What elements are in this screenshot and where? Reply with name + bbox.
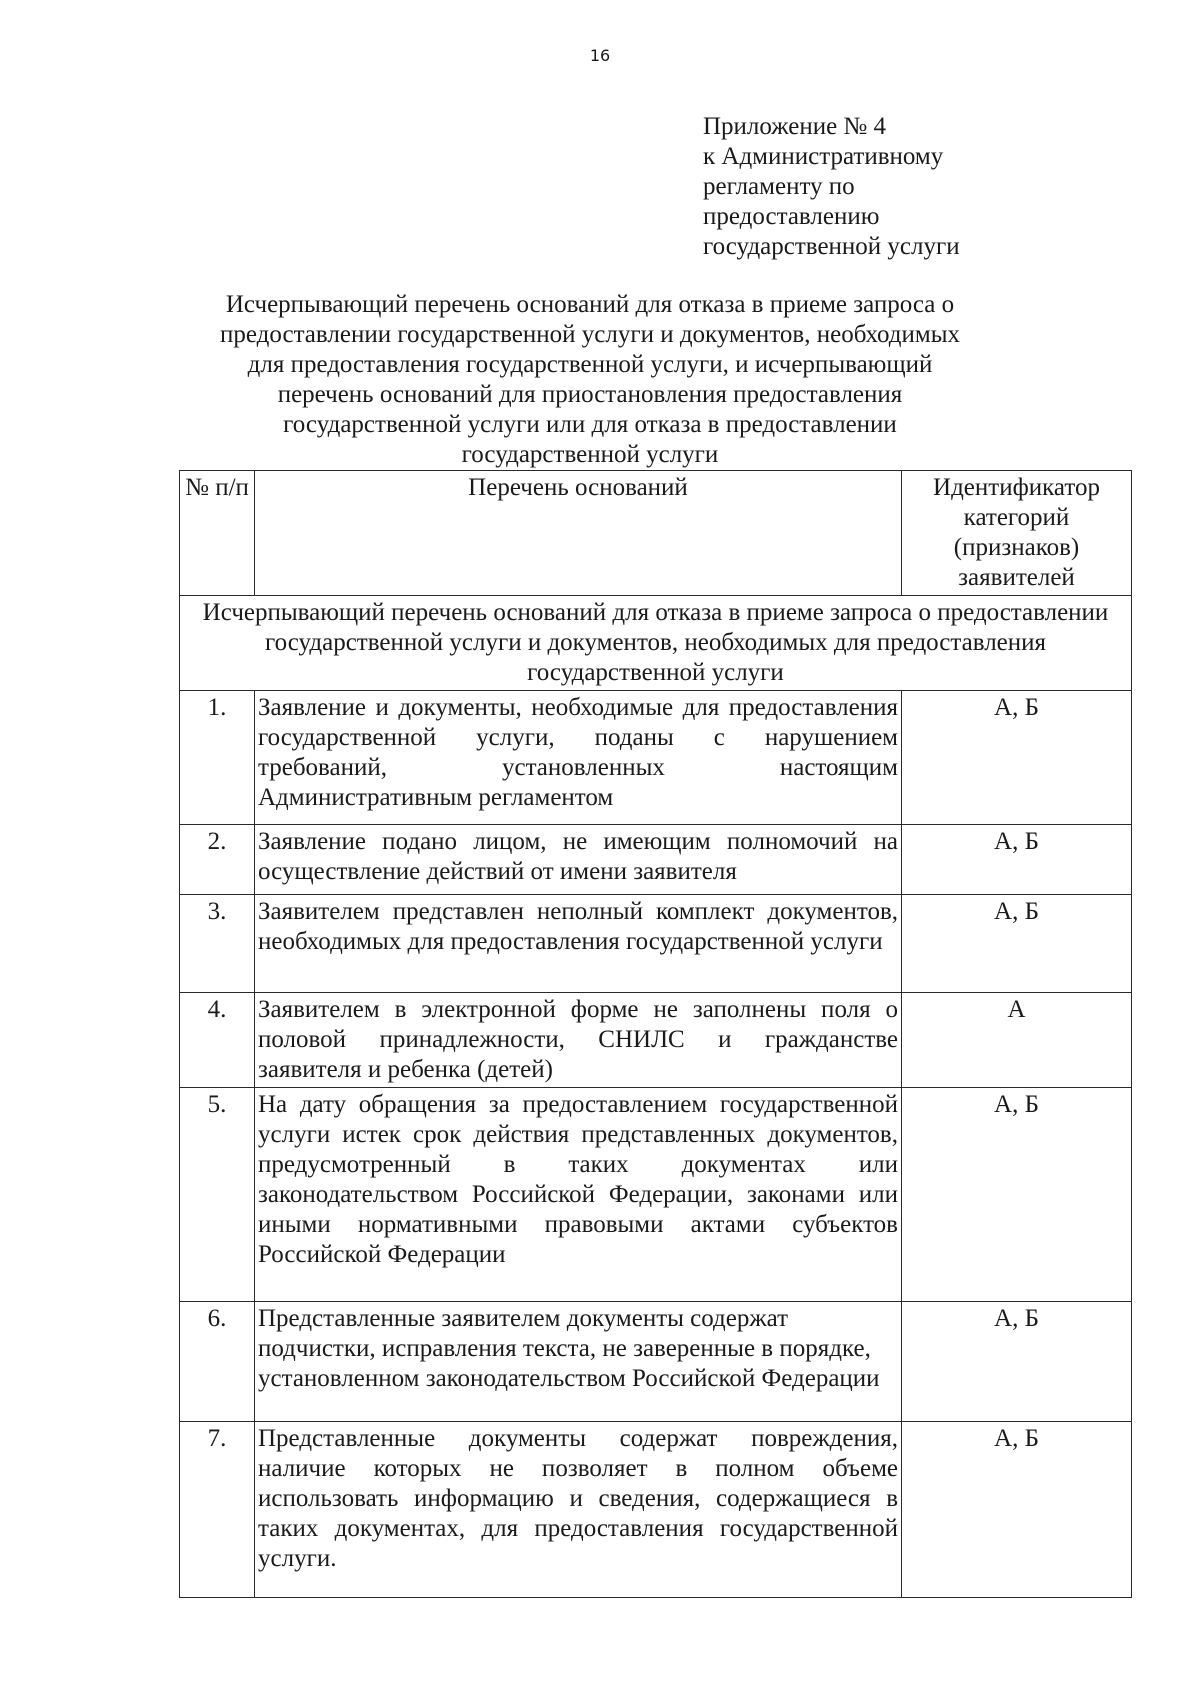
row-grounds-text: На дату обращения за предоставлением государственной услуги истек срок действия представленных документов, предусмотренный в таких документах или законодательством Российской Федерации, законами или иными нормативными правовыми актами субъектов Российской Федерации (255, 1088, 902, 1302)
row-number: 2. (180, 825, 255, 895)
row-grounds-text: Заявителем представлен неполный комплект документов, необходимых для предоставления государственной услуги (255, 895, 902, 993)
row-identifier: А, Б (902, 1088, 1132, 1302)
row-identifier: А, Б (902, 895, 1132, 993)
table-row (180, 825, 1132, 895)
table-row (180, 1422, 1132, 1598)
table-row (180, 1302, 1132, 1422)
title-line: перечень оснований для приостановления предоставления (277, 381, 903, 408)
table-row (180, 993, 1132, 1088)
row-grounds-text: Заявление и документы, необходимые для предоставления государственной услуги, поданы с нарушением требований, установленных настоящим Административным регламентом (255, 691, 902, 825)
table-header-row (180, 471, 1132, 596)
row-grounds-text: Заявление подано лицом, не имеющим полномочий на осуществление действий от имени заявителя (255, 825, 902, 895)
title-line: государственной услуги или для отказа в предоставлении (283, 411, 897, 438)
grounds-table (179, 470, 1132, 1598)
appendix-line: государственной услуги (703, 233, 960, 260)
row-identifier: А, Б (902, 1302, 1132, 1422)
appendix-line: регламенту по (703, 173, 855, 200)
section-heading: Исчерпывающий перечень оснований для отказа в приеме запроса о предоставлении государственной услуги и документов, необходимых для предоставления государственной услуги (180, 596, 1132, 691)
header-grounds: Перечень оснований (255, 471, 902, 596)
row-number: 3. (180, 895, 255, 993)
page-number: 16 (589, 46, 611, 65)
row-identifier: А, Б (902, 691, 1132, 825)
appendix-line: Приложение № 4 (703, 113, 887, 140)
row-number: 6. (180, 1302, 255, 1422)
table-row (180, 1088, 1132, 1302)
row-grounds-text: Заявителем в электронной форме не заполнены поля о половой принадлежности, СНИЛС и гражданстве заявителя и ребенка (детей) (255, 993, 902, 1088)
row-number: 4. (180, 993, 255, 1088)
title-line: предоставлении государственной услуги и документов, необходимых (219, 321, 960, 348)
row-number: 1. (180, 691, 255, 825)
title-line: Исчерпывающий перечень оснований для отказа в приеме запроса о (225, 291, 955, 318)
title-line: для предоставления государственной услуги, и исчерпывающий (247, 351, 933, 378)
table-row (180, 895, 1132, 993)
header-number: № п/п (180, 471, 255, 596)
row-identifier: А (902, 993, 1132, 1088)
appendix-line: к Административному (703, 143, 944, 170)
row-grounds-text: Представленные документы содержат повреждения, наличие которых не позволяет в полном объеме использовать информацию и сведения, содержащиеся в таких документах, для предоставления государственной услуги. (255, 1422, 902, 1598)
row-number: 5. (180, 1088, 255, 1302)
row-number: 7. (180, 1422, 255, 1598)
row-identifier: А, Б (902, 825, 1132, 895)
appendix-reference (703, 112, 1103, 262)
row-grounds-text: Представленные заявителем документы содержат подчистки, исправления текста, не заверенные в порядке, установленном законодательством Российской Федерации (255, 1302, 902, 1422)
header-identifier: Идентификатор категорий (признаков) заявителей (902, 471, 1132, 596)
document-title (160, 290, 1020, 470)
appendix-line: предоставлению (703, 203, 880, 230)
section-heading-row (180, 596, 1132, 691)
table-row (180, 691, 1132, 825)
row-identifier: А, Б (902, 1422, 1132, 1598)
title-line: государственной услуги (461, 441, 719, 468)
